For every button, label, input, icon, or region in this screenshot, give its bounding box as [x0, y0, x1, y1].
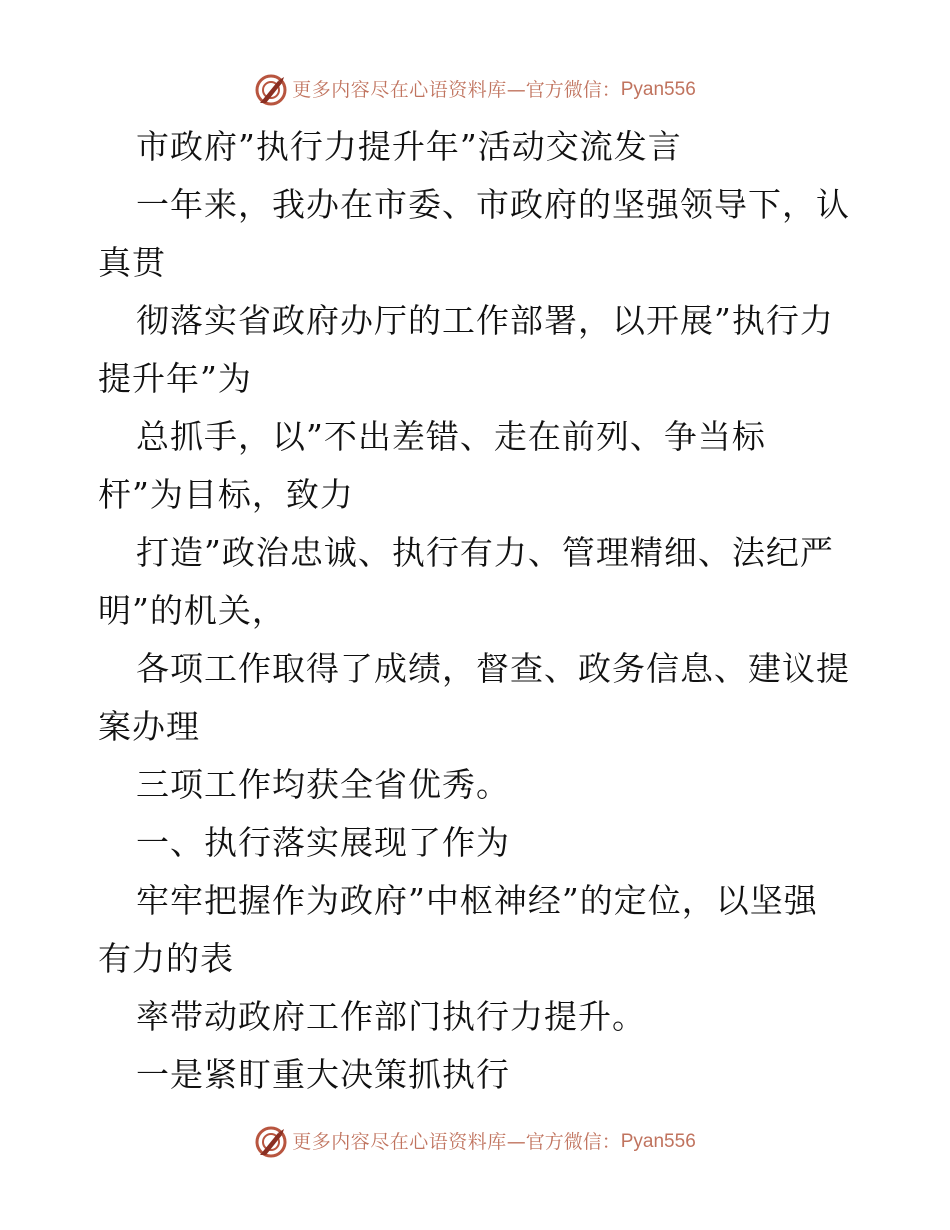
quill-pen-seal-icon — [254, 73, 288, 107]
body-line: 杆”为目标，致力 — [98, 475, 354, 514]
body-line: 真贯 — [98, 243, 166, 282]
watermark-brand: 更多内容尽在心语资料库 — [292, 79, 507, 101]
section-heading: 一、执行落实展现了作为 — [136, 823, 510, 862]
watermark-brand: 更多内容尽在心语资料库 — [292, 1131, 507, 1153]
body-line: 彻落实省政府办厅的工作部署，以开展”执行力 — [136, 301, 834, 340]
body-line: 总抓手，以”不出差错、走在前列、争当标 — [136, 417, 766, 456]
watermark-dash: — — [506, 1131, 526, 1153]
watermark-wechat-id: Pyan556 — [620, 1131, 696, 1152]
body-line: 率带动政府工作部门执行力提升。 — [136, 997, 646, 1036]
watermark-dash: — — [506, 79, 526, 101]
body-line: 三项工作均获全省优秀。 — [136, 765, 510, 804]
footer-watermark — [0, 1124, 950, 1160]
body-line: 打造”政治忠诚、执行有力、管理精细、法纪严 — [136, 533, 834, 572]
body-line: 牢牢把握作为政府”中枢神经”的定位，以坚强 — [136, 881, 818, 920]
quill-pen-seal-icon — [254, 1125, 288, 1159]
body-line: 一年来，我办在市委、市政府的坚强领导下，认 — [136, 185, 850, 224]
document-title: 市政府”执行力提升年”活动交流发言 — [136, 127, 682, 166]
document-body — [98, 118, 858, 1104]
watermark-wechat-id: Pyan556 — [620, 79, 696, 100]
header-watermark — [0, 72, 950, 108]
body-line: 各项工作取得了成绩，督查、政务信息、建议提 — [136, 649, 850, 688]
body-line: 明”的机关， — [98, 591, 286, 630]
body-line: 一是紧盯重大决策抓执行 — [136, 1055, 510, 1094]
body-line: 有力的表 — [98, 939, 234, 978]
body-line: 提升年”为 — [98, 359, 252, 398]
watermark-contact-label: 官方微信： — [525, 1131, 621, 1153]
body-line: 案办理 — [98, 707, 200, 746]
watermark-contact-label: 官方微信： — [525, 79, 621, 101]
